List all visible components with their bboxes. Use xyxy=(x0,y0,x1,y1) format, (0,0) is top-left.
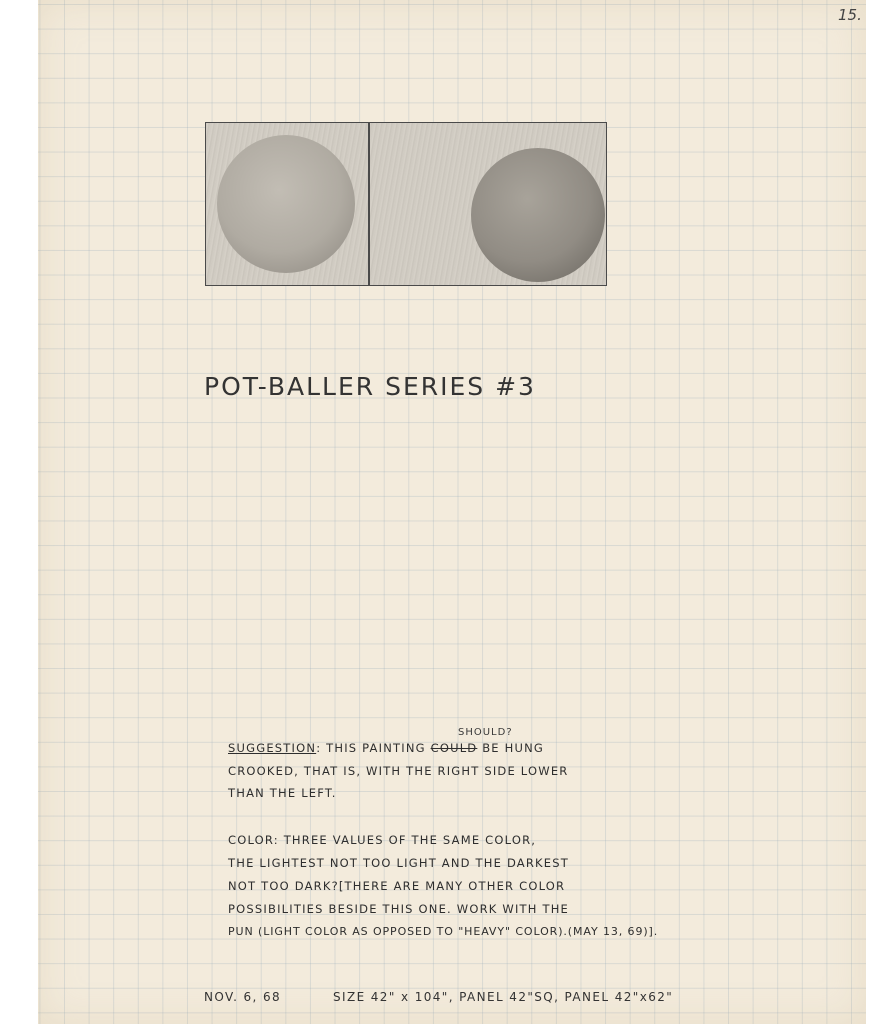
left-ball-drawing xyxy=(217,135,355,273)
painting-sketch xyxy=(205,122,607,286)
suggestion-line-2: CROOKED, THAT IS, WITH THE RIGHT SIDE LOWER xyxy=(228,764,569,778)
color-line-3: NOT TOO DARK?[THERE ARE MANY OTHER COLOR xyxy=(228,879,566,893)
page-title: POT-BALLER SERIES #3 xyxy=(204,372,536,401)
footer-size: SIZE 42" x 104", PANEL 42"SQ, PANEL 42"x62" xyxy=(333,990,674,1004)
suggestion-line-1-prefix: : THIS PAINTING xyxy=(316,741,431,755)
page-number: 15. xyxy=(838,6,862,24)
suggestion-line-1 xyxy=(228,741,544,755)
inserted-word: SHOULD? xyxy=(458,727,513,738)
footer-date: NOV. 6, 68 xyxy=(204,990,282,1004)
color-line-5: PUN (LIGHT COLOR AS OPPOSED TO "HEAVY" COLOR).(MAY 13, 69)]. xyxy=(228,925,659,938)
right-ball-drawing xyxy=(471,148,605,282)
panel-divider xyxy=(368,123,370,285)
suggestion-line-3: THAN THE LEFT. xyxy=(228,786,337,800)
color-line-2: THE LIGHTEST NOT TOO LIGHT AND THE DARKEST xyxy=(228,856,569,870)
color-line-1: COLOR: THREE VALUES OF THE SAME COLOR, xyxy=(228,833,537,847)
suggestion-line-1-suffix: BE HUNG xyxy=(477,741,545,755)
suggestion-label: SUGGESTION xyxy=(228,741,317,755)
color-line-4: POSSIBILITIES BESIDE THIS ONE. WORK WITH THE xyxy=(228,902,570,916)
struck-word: COULD xyxy=(430,741,478,755)
